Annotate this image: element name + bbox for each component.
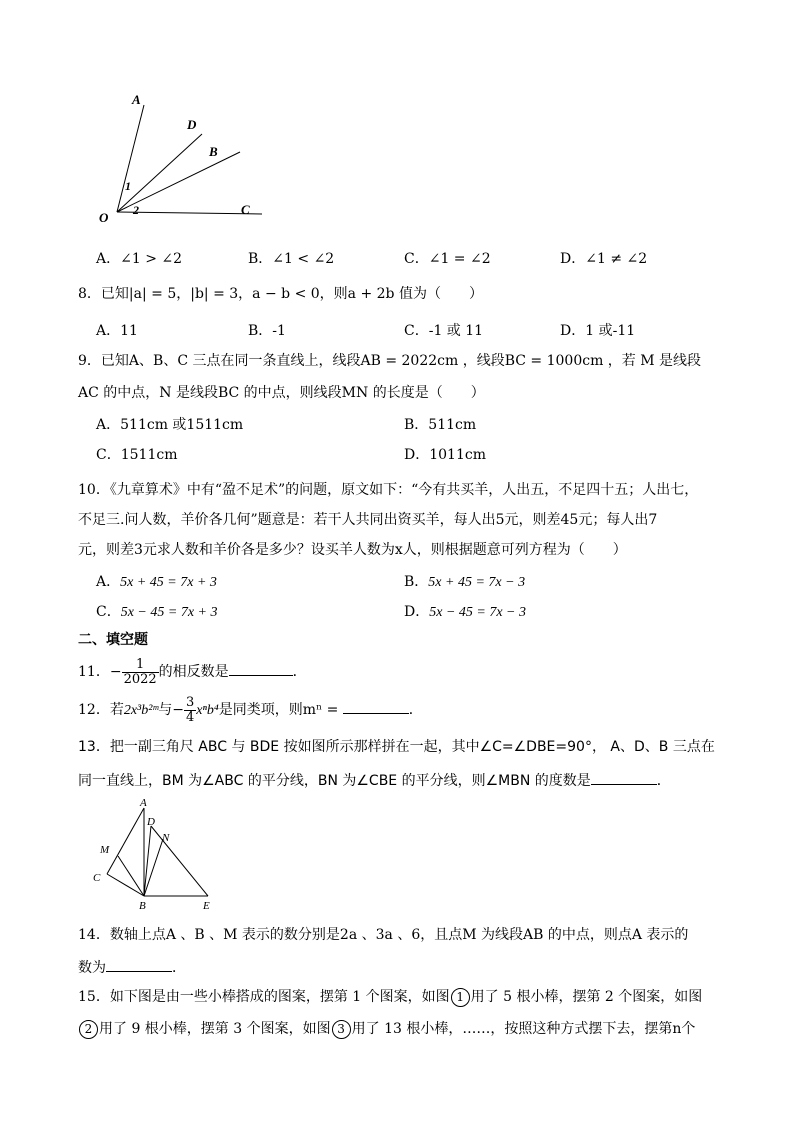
- question-text: 数轴上点A 、B 、M 表示的数分别是2a 、3a 、6，且点M 为线段AB 的中点，则点A 表示的: [109, 927, 689, 943]
- option-letter: A．: [96, 417, 121, 433]
- question-text: 《九章算术》中有“盈不足术”的问题，原文如下：“今有共买羊，人出五，不足四十五；人出七，: [109, 482, 699, 498]
- option-text: 11: [120, 323, 138, 339]
- label-E: E: [203, 900, 210, 912]
- q8-option-a[interactable]: [96, 322, 138, 340]
- fraction: [184, 696, 196, 725]
- label-C: C: [93, 872, 101, 884]
- option-text: 5x + 45 = 7x − 3: [428, 575, 526, 590]
- answer-blank[interactable]: [229, 661, 293, 676]
- question-text: 已知|a| = 5，|b| = 3，a − b < 0，则a + 2b 值为（ ）: [100, 286, 483, 302]
- option-letter: A．: [96, 574, 121, 590]
- option-text: ∠1 < ∠2: [272, 251, 335, 267]
- option-letter: C．: [96, 604, 121, 620]
- question-text: 同一直线上，BM 为∠ABC 的平分线，BN 为∠CBE 的平分线，则∠MBN 的度数是: [78, 773, 591, 789]
- option-letter: B．: [248, 323, 273, 339]
- option-text: 1511cm: [120, 447, 178, 463]
- seg-BM: [118, 856, 144, 896]
- question-number: 8．: [78, 286, 101, 302]
- question-text: 数为: [78, 960, 106, 976]
- q7-option-c[interactable]: [404, 250, 491, 268]
- question-number: 12．: [78, 702, 110, 718]
- label-B: B: [139, 900, 146, 912]
- question-number: 9．: [78, 353, 101, 369]
- question-text: 用了 13 根小棒，……，按照这种方式摆下去，摆第n个: [351, 1021, 696, 1037]
- question-number: 10．: [78, 482, 110, 498]
- q10-stem-line2: 不足三.问人数，羊价各几何”题意是：若干人共同出资买羊，每人出5元，则差45元；每人出7: [78, 512, 658, 528]
- q9-option-d[interactable]: [404, 446, 486, 464]
- angle-figure: [90, 90, 280, 230]
- q10-stem-line1: [78, 481, 698, 499]
- q15-line2: [78, 1020, 695, 1039]
- q8-option-b[interactable]: [248, 322, 286, 340]
- option-letter: A．: [96, 323, 121, 339]
- label-D: D: [147, 816, 155, 828]
- label-C: C: [241, 202, 250, 217]
- option-text: -1: [272, 323, 286, 339]
- question-number: 15．: [78, 989, 110, 1005]
- q9-stem-line1: [78, 352, 701, 370]
- q13-line1: [78, 738, 715, 756]
- q13-line2: [78, 770, 671, 790]
- q12: [78, 693, 423, 728]
- question-text: 是同类项，则mⁿ =: [218, 702, 343, 718]
- seg-DE: [151, 826, 208, 896]
- seg-AC: [107, 808, 144, 874]
- label-B: B: [209, 144, 218, 159]
- option-text: -1 或 11: [428, 323, 484, 339]
- triangle-figure: [88, 796, 228, 914]
- question-number: 13．: [78, 739, 110, 755]
- option-text: 1 或-11: [585, 323, 636, 339]
- label-angle2: 2: [133, 203, 139, 217]
- option-text: 1011cm: [429, 447, 486, 463]
- label-M: M: [100, 844, 110, 856]
- minus-sign: −: [109, 664, 122, 680]
- fraction-denominator: 2022: [123, 671, 157, 687]
- section-title: 二、填空题: [78, 632, 148, 648]
- option-text: ∠1 = ∠2: [428, 251, 491, 267]
- fraction-denominator: 4: [186, 709, 195, 725]
- q10-option-c[interactable]: [96, 603, 218, 622]
- option-text: 5x + 45 = 7x + 3: [120, 575, 217, 590]
- option-letter: C．: [404, 323, 429, 339]
- q10-option-b[interactable]: [404, 573, 525, 592]
- circled-number: 3: [332, 1020, 351, 1039]
- q10-stem-line3: 元，则差3元求人数和羊价各是多少？设买羊人数为x人，则根据题意可列方程为（ ）: [78, 542, 627, 558]
- option-letter: B．: [248, 251, 273, 267]
- q7-option-b[interactable]: [248, 250, 334, 268]
- q9-option-b[interactable]: [404, 416, 476, 434]
- ray-OA: [117, 105, 144, 212]
- option-text: ∠1 ≠ ∠2: [585, 251, 648, 267]
- option-letter: D．: [560, 251, 586, 267]
- seg-CB: [107, 874, 144, 896]
- answer-blank[interactable]: [591, 770, 657, 785]
- option-text: 511cm: [428, 417, 477, 433]
- option-letter: C．: [96, 447, 121, 463]
- question-text: 与−: [158, 702, 185, 718]
- q10-option-a[interactable]: [96, 573, 217, 592]
- option-letter: D．: [404, 447, 430, 463]
- option-letter: D．: [404, 604, 430, 620]
- question-text: 的相反数是: [158, 664, 229, 680]
- q10-option-d[interactable]: [404, 603, 526, 622]
- option-letter: C．: [404, 251, 429, 267]
- q14-line2: [78, 957, 186, 977]
- option-letter: B．: [404, 417, 429, 433]
- circled-number: 2: [79, 1020, 98, 1039]
- question-number: 11．: [78, 664, 110, 680]
- question-text: 用了 9 根小棒，摆第 3 个图案，如图: [99, 1021, 331, 1037]
- question-text: 把一副三角尺 ABC 与 BDE 按如图所示那样拼在一起，其中∠C=∠DBE=90°， A、D、B 三点在: [109, 739, 715, 755]
- option-letter: A．: [96, 251, 121, 267]
- q7-option-d[interactable]: [560, 250, 647, 268]
- q15-line1: [78, 988, 702, 1007]
- q8-option-c[interactable]: [404, 322, 483, 340]
- option-text: 5x − 45 = 7x − 3: [429, 605, 527, 620]
- q14-line1: [78, 926, 688, 944]
- ray-OD: [117, 134, 202, 212]
- label-A: A: [140, 797, 147, 809]
- q9-option-a[interactable]: [96, 416, 243, 434]
- fraction: [122, 658, 159, 687]
- option-text: 5x − 45 = 7x + 3: [120, 605, 218, 620]
- question-text: 若: [109, 702, 124, 718]
- period: ．: [656, 773, 671, 789]
- q8-stem: [78, 285, 483, 303]
- label-angle1: 1: [125, 179, 131, 193]
- q9-stem-line2: AC 的中点，N 是线段BC 的中点，则线段MN 的长度是（ ）: [78, 385, 485, 401]
- question-number: 14．: [78, 927, 110, 943]
- answer-blank[interactable]: [106, 957, 172, 972]
- label-A: A: [132, 92, 141, 107]
- period: ．: [172, 960, 186, 976]
- label-D: D: [187, 117, 197, 132]
- question-text: 用了 5 根小棒，摆第 2 个图案，如图: [470, 989, 703, 1005]
- period: ．: [408, 702, 423, 718]
- option-text: 511cm 或1511cm: [120, 417, 244, 433]
- q8-option-d[interactable]: [560, 322, 635, 340]
- option-letter: D．: [560, 323, 586, 339]
- label-N: N: [162, 832, 170, 844]
- circled-number: 1: [451, 988, 470, 1007]
- q7-option-a[interactable]: [96, 250, 182, 268]
- q11: [78, 655, 307, 689]
- option-text: ∠1 > ∠2: [120, 251, 183, 267]
- fraction-numerator: 3: [186, 694, 195, 710]
- answer-blank[interactable]: [343, 699, 409, 714]
- period: ．: [292, 664, 307, 680]
- label-O: O: [99, 210, 109, 225]
- fraction-numerator: 1: [122, 658, 159, 673]
- q9-option-c[interactable]: [96, 446, 177, 464]
- question-text: 如下图是由一些小棒搭成的图案，摆第 1 个图案，如图: [109, 989, 450, 1005]
- math-term: 2x³b²ᵐ: [123, 703, 159, 718]
- option-letter: B．: [404, 574, 429, 590]
- question-text: 已知A、B、C 三点在同一条直线上，线段AB = 2022cm ，线段BC = 1000cm ，若 M 是线段: [100, 353, 702, 369]
- math-term: xⁿb⁴: [196, 703, 219, 718]
